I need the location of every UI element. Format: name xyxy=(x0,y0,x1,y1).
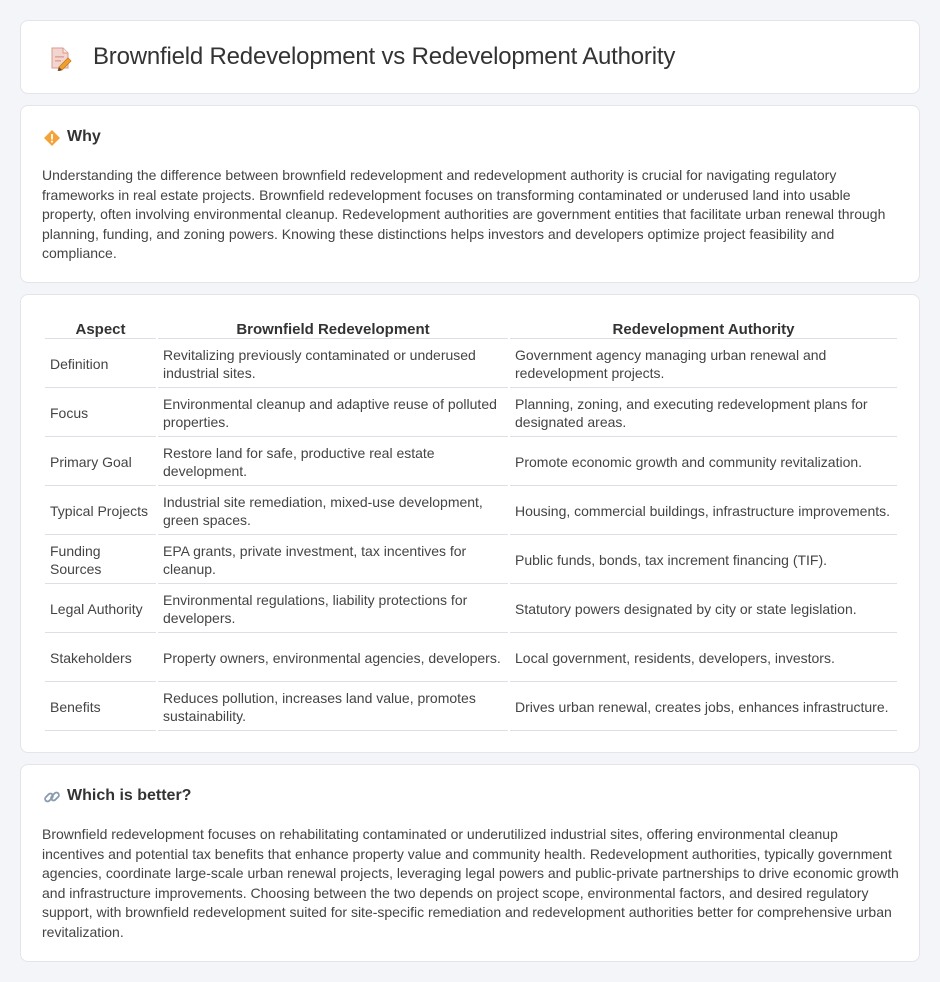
authority-cell: Housing, commercial buildings, infrastructure improvements. xyxy=(510,488,897,535)
title-card xyxy=(20,20,920,94)
authority-cell: Public funds, bonds, tax increment financing (TIF). xyxy=(510,537,897,584)
brownfield-cell: Restore land for safe, productive real estate development. xyxy=(158,439,508,486)
table-row xyxy=(45,390,897,437)
why-heading: Why xyxy=(67,128,101,145)
brownfield-cell: Environmental regulations, liability protections for developers. xyxy=(158,586,508,633)
column-header-brownfield: Brownfield Redevelopment xyxy=(158,317,508,339)
authority-cell: Government agency managing urban renewal and redevelopment projects. xyxy=(510,341,897,388)
table-header-row xyxy=(45,317,897,339)
why-text: Understanding the difference between brownfield redevelopment and redevelopment authority is crucial for navigating regulatory frameworks in real estate projects. Brownfield redevelopment focuses on transforming contaminated or underused land into usable property, often involving environmental cleanup. Redevelopment authorities are government entities that facilitate urban renewal through planning, funding, and zoning powers. Knowing these distinctions helps investors and developers optimize project feasibility and compliance. xyxy=(42,167,886,261)
brownfield-cell: Reduces pollution, increases land value, promotes sustainability. xyxy=(158,684,508,731)
aspect-cell: Legal Authority xyxy=(45,586,156,633)
aspect-cell: Focus xyxy=(45,390,156,437)
table-row xyxy=(45,488,897,535)
aspect-cell: Primary Goal xyxy=(45,439,156,486)
table-row xyxy=(45,439,897,486)
authority-cell: Planning, zoning, and executing redevelopment plans for designated areas. xyxy=(510,390,897,437)
column-header-authority: Redevelopment Authority xyxy=(510,317,897,339)
warning-diamond-icon xyxy=(43,129,61,152)
authority-cell: Promote economic growth and community revitalization. xyxy=(510,439,897,486)
comparison-table xyxy=(43,315,899,733)
which-is-better-section xyxy=(20,764,920,962)
table-row xyxy=(45,341,897,388)
brownfield-cell: Property owners, environmental agencies, developers. xyxy=(158,635,508,682)
table-row xyxy=(45,635,897,682)
brownfield-cell: Environmental cleanup and adaptive reuse of polluted properties. xyxy=(158,390,508,437)
column-header-aspect: Aspect xyxy=(45,317,156,339)
authority-cell: Drives urban renewal, creates jobs, enhances infrastructure. xyxy=(510,684,897,731)
comparison-section xyxy=(20,294,920,753)
document-pencil-icon xyxy=(47,45,73,76)
page-title: Brownfield Redevelopment vs Redevelopment Authority xyxy=(93,43,676,70)
aspect-cell: Stakeholders xyxy=(45,635,156,682)
aspect-cell: Definition xyxy=(45,341,156,388)
link-icon xyxy=(43,788,61,811)
authority-cell: Statutory powers designated by city or state legislation. xyxy=(510,586,897,633)
better-text: Brownfield redevelopment focuses on rehabilitating contaminated or underutilized industrial sites, offering environmental cleanup incentives and potential tax benefits that enhance property value and community health. Redevelopment authorities, typically government agencies, coordinate large-scale urban renewal projects, leveraging legal powers and public-private partnerships to drive economic growth and infrastructure improvements. Choosing between the two depends on project scope, environmental factors, and desired regulatory support, with brownfield redevelopment suited for site-specific remediation and redevelopment authorities better for comprehensive urban revitalization. xyxy=(42,826,899,940)
table-row xyxy=(45,586,897,633)
aspect-cell: Benefits xyxy=(45,684,156,731)
brownfield-cell: Industrial site remediation, mixed-use development, green spaces. xyxy=(158,488,508,535)
aspect-cell: Typical Projects xyxy=(45,488,156,535)
why-section xyxy=(20,105,920,283)
table-row xyxy=(45,537,897,584)
brownfield-cell: EPA grants, private investment, tax incentives for cleanup. xyxy=(158,537,508,584)
table-row xyxy=(45,684,897,731)
better-heading: Which is better? xyxy=(67,787,192,804)
authority-cell: Local government, residents, developers, investors. xyxy=(510,635,897,682)
aspect-cell: Funding Sources xyxy=(45,537,156,584)
brownfield-cell: Revitalizing previously contaminated or underused industrial sites. xyxy=(158,341,508,388)
